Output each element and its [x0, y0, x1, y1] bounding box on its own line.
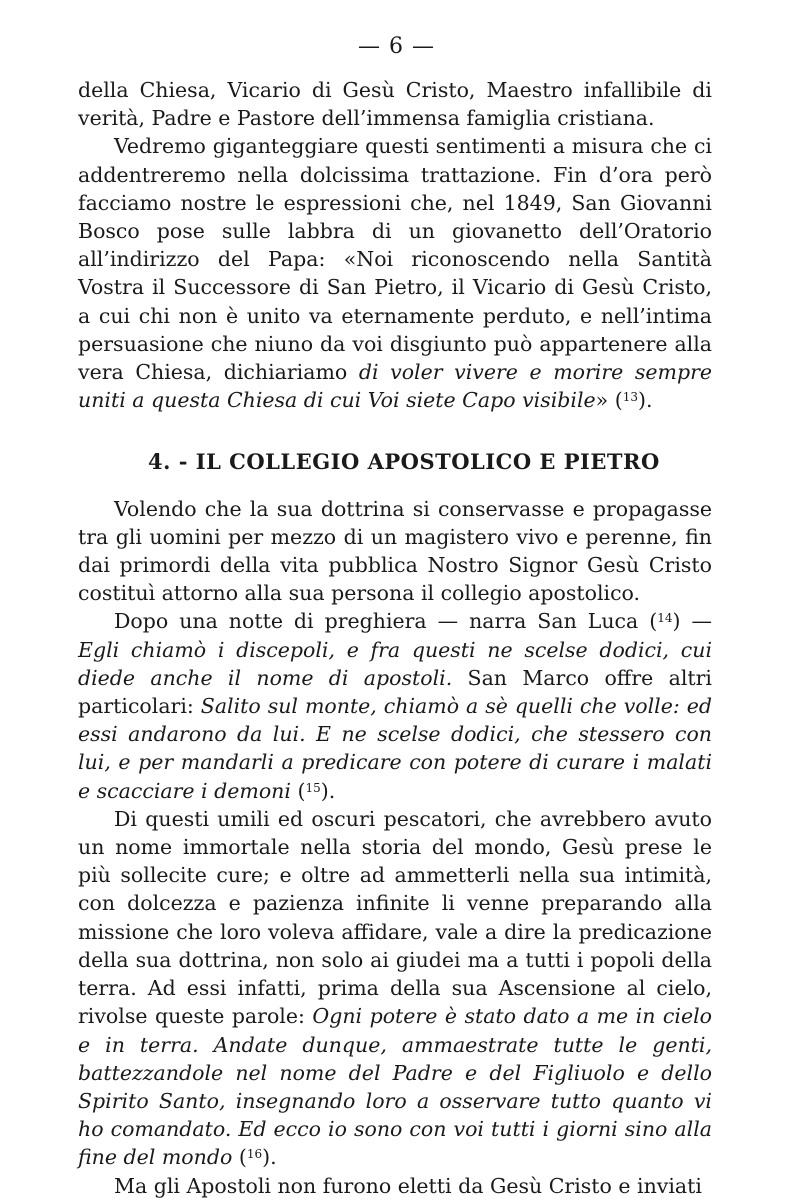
- paragraph-p2: [78, 132, 712, 414]
- text-run: San Marco offre altri particolari:: [78, 665, 712, 719]
- paragraph-p5: [78, 805, 712, 1172]
- paragraph-p6: [78, 1172, 712, 1200]
- footnote-ref-14: ($^{14}$): [649, 609, 681, 634]
- paragraph-p3: [78, 495, 712, 608]
- italic-quotation: Ogni potere è stato dato a me in cielo e in terra. Andate dunque, ammaestrate tutte le genti, battezzandole nel nome del Padre e del Figliuolo e dello Spirito Santo, insegnando loro a osservare tutto quanto vi ho comandato. Ed ecco io sono con voi tutti i giorni sino alla fine del mondo: [78, 1004, 712, 1170]
- text-run: Dopo una notte di preghiera — narra San Luca: [114, 609, 650, 634]
- paragraph-p1: [78, 76, 712, 132]
- text-run: Volendo che la sua dottrina si conservasse e propagasse tra gli uomini per mezzo di un magistero vivo e perenne, fin dai primordi della vita pubblica Nostro Signor Gesù Cristo costituì attorno alla sua persona il collegio apostolico.: [78, 496, 712, 606]
- text-run: Ma gli Apostoli non furono eletti da Gesù Cristo e inviati: [114, 1173, 702, 1198]
- text-run: .: [646, 388, 653, 413]
- italic-quotation: Egli chiamò i discepoli, e fra questi ne scelse dodici, cui diede anche il nome di apostoli.: [78, 637, 712, 690]
- page-body: [78, 76, 712, 1200]
- text-run: —: [680, 609, 712, 634]
- footnote-ref-13: ($^{13}$): [614, 388, 646, 413]
- text-run: .: [270, 1145, 277, 1170]
- italic-quotation: Salito sul monte, chiamò a sè quelli che volle: ed essi andarono da lui. E ne scelse dodici, che stessero con lui, e per mandarli a predicare con potere di curare i malati e scacciare i demoni: [78, 694, 712, 803]
- section-heading: 4. - IL COLLEGIO APOSTOLICO E PIETRO: [148, 449, 660, 475]
- text-run: »: [595, 388, 615, 413]
- paragraph-p4: [78, 607, 712, 804]
- text-block-before-heading: [78, 76, 712, 414]
- text-run: Di questi umili ed oscuri pescatori, che avrebbero avuto un nome immortale nella storia del mondo, Gesù prese le più sollecite cure; e oltre ad ammetterli nella sua intimità, con dolcezza e pazienza infinite li venne preparando alla missione che loro voleva affidare, vale a dire la predicazione della sua dottrina, non solo ai giudei ma a tutti i popoli della terra. Ad essi infatti, prima della sua Ascensione al cielo, rivolse queste parole:: [78, 806, 712, 1029]
- text-run: [232, 1145, 239, 1169]
- italic-quotation: di voler vivere e morire sempre uniti a questa Chiesa di cui Voi siete Capo visibile: [78, 360, 712, 413]
- footnote-ref-16: ($^{16}$): [238, 1145, 271, 1170]
- text-block-after-heading: [78, 495, 712, 1200]
- text-run: Vedremo giganteggiare questi sentimenti a misura che ci addentreremo nella dolcissima trattazione. Fin d’ora però facciamo nostre le espressioni che, nel 1849, San Giovanni Bosco pose sulle labbra di un giovanetto dell’Oratorio all’indirizzo del Papa: «Noi riconoscendo nella Santità Vostra il Successore di San Pietro, il Vicario di Gesù Cristo, a cui chi non è unito va eternamente perduto, e nell’intima persuasione che niuno da voi disgiunto può appartenere alla vera Chiesa, dichiariamo: [78, 134, 712, 385]
- page-number: — 6 —: [358, 34, 435, 59]
- text-run: della Chiesa, Vicario di Gesù Cristo, Maestro infallibile di verità, Padre e Pastore dell’immensa famiglia cristiana.: [78, 78, 712, 131]
- footnote-ref-15: ($^{15}$): [297, 778, 329, 803]
- text-run: .: [328, 778, 336, 803]
